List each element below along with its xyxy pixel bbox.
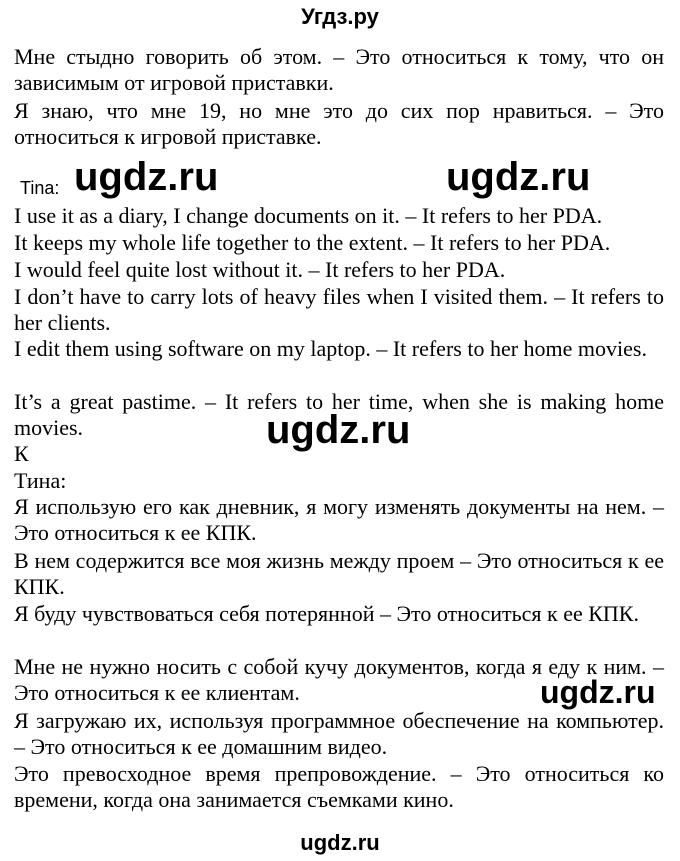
paragraph-diary: I use it as a diary, I change documents on it. – It refers to her PDA. bbox=[14, 203, 603, 228]
watermark-logo: ugdz.ru bbox=[540, 674, 656, 710]
site-footer: ugdz.ru bbox=[300, 830, 380, 855]
paragraph-shame: Мне стыдно говорить об этом. – Это относиться к тому, что он зависимым от игровой приставки. bbox=[14, 44, 664, 95]
paragraph-files: I don’t have to carry lots of heavy files when I visited them. – It refers to her clients. bbox=[14, 284, 664, 335]
paragraph-software-ru: Я загружаю их, используя программное обеспечение на компьютер. – Это относиться к ее домашним видео. bbox=[14, 708, 664, 759]
paragraph-pastime-ru: Это превосходное время препровождение. – Это относиться ко времени, когда она занимается съемками кино. bbox=[14, 761, 664, 812]
paragraph-diary-ru: Я использую его как дневник, я могу изменять документы на нем. – Это относиться к ее КПК. bbox=[14, 494, 664, 545]
paragraph-edit: I edit them using software on my laptop. – It refers to her home movies. bbox=[14, 336, 647, 361]
speaker-label-tina-ru: Тина: bbox=[14, 468, 67, 493]
paragraph-keeps-life: It keeps my whole life together to the extent. – It refers to her PDA. bbox=[14, 230, 611, 255]
paragraph-whole-life-ru: В нем содержится все моя жизнь между проем – Это относиться к ее КПК. bbox=[14, 548, 664, 599]
speaker-label-tina-en: Tina: bbox=[20, 178, 60, 198]
paragraph-lost: I would feel quite lost without it. – It refers to her PDA. bbox=[14, 257, 506, 282]
site-header: Угдз.ру bbox=[301, 4, 379, 29]
paragraph-lost-ru: Я буду чувствоваться себя потерянной – Это относиться к ее КПК. bbox=[14, 601, 639, 626]
paragraph-documents-ru: Мне не нужно носить с собой кучу документов, когда я еду к ним. – Это относиться к ее клиентам. bbox=[14, 654, 664, 705]
paragraph-age: Я знаю, что мне 19, но мне это до сих пор нравиться. – Это относиться к игровой приставке. bbox=[14, 98, 664, 149]
paragraph-pastime: It’s a great pastime. – It refers to her time, when she is making home movies. bbox=[14, 389, 664, 440]
watermark-logo: ugdz.ru bbox=[266, 408, 411, 452]
paragraph-k: К bbox=[14, 441, 29, 466]
watermark-logo: ugdz.ru bbox=[74, 155, 219, 199]
watermark-logo: ugdz.ru bbox=[446, 155, 591, 199]
